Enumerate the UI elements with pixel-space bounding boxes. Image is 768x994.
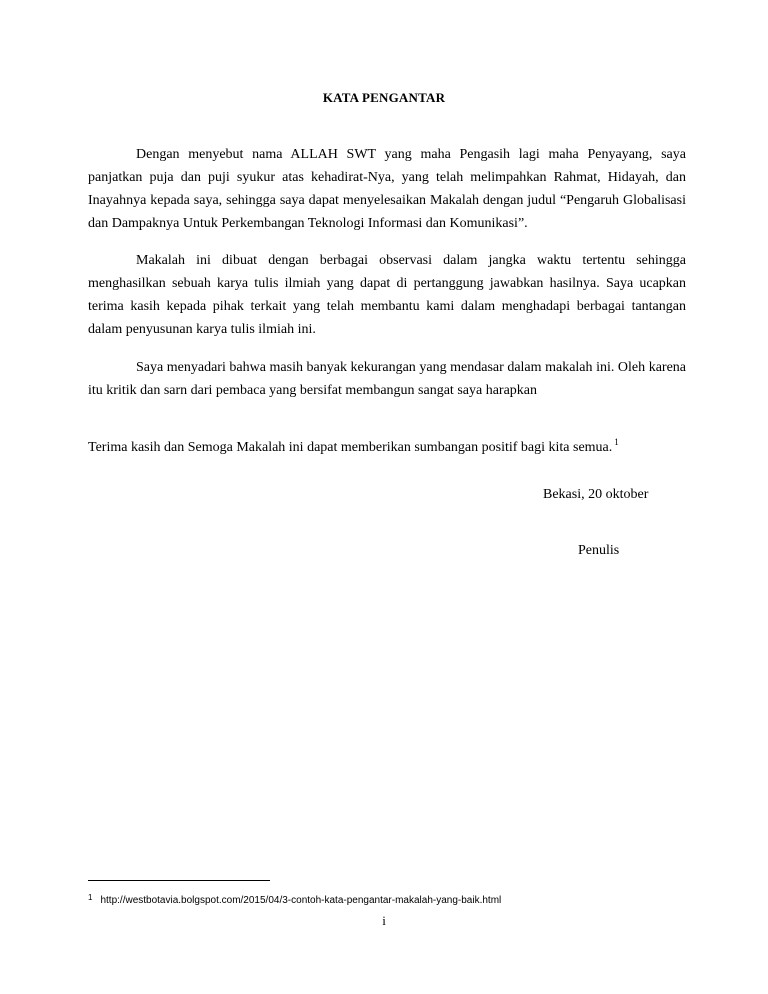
closing-text: Terima kasih dan Semoga Makalah ini dapat memberikan sumbangan positif bagi kita semua.	[88, 440, 613, 455]
page-number: i	[382, 913, 386, 928]
footnote	[88, 891, 501, 908]
footnote-number: 1	[88, 893, 93, 902]
place-date: Bekasi, 20 oktober	[543, 487, 649, 502]
paragraph-opening: Dengan menyebut nama ALLAH SWT yang maha Pengasih lagi maha Penyayang, saya panjatkan puja dan puji syukur atas kehadirat-Nya, yang telah melimpahkan Rahmat, Hidayah, dan Inayahnya kepada saya, sehingga saya dapat menyelesaikan Makalah dengan judul “Pengaruh Globalisasi dan Dampaknya Untuk Perkembangan Teknologi Informasi dan Komunikasi”.	[88, 147, 686, 231]
closing-sentence	[88, 431, 708, 459]
page-title: KATA PENGANTAR	[322, 90, 446, 105]
footnote-url: http://westbotavia.bolgspot.com/2015/04/3-contoh-kata-pengantar-makalah-yang-baik.html	[100, 895, 502, 906]
paragraph-critique: Saya menyadari bahwa masih banyak kekurangan yang mendasar dalam makalah ini. Oleh karena itu kritik dan sarn dari pembaca yang bersifat membangun sangat saya harapkan	[88, 360, 686, 398]
author-signature: Penulis	[578, 543, 620, 558]
footnote-divider	[88, 880, 270, 881]
paragraph-observation: Makalah ini dibuat dengan berbagai observasi dalam jangka waktu tertentu sehingga menghasilkan sebuah karya tulis ilmiah yang dapat di pertanggung jawabkan hasilnya. Saya ucapkan terima kasih kepada pihak terkait yang telah membantu kami dalam menghadapi berbagai tantangan dalam penyusunan karya tulis ilmiah ini.	[88, 253, 686, 337]
footnote-reference: 1	[614, 437, 619, 447]
